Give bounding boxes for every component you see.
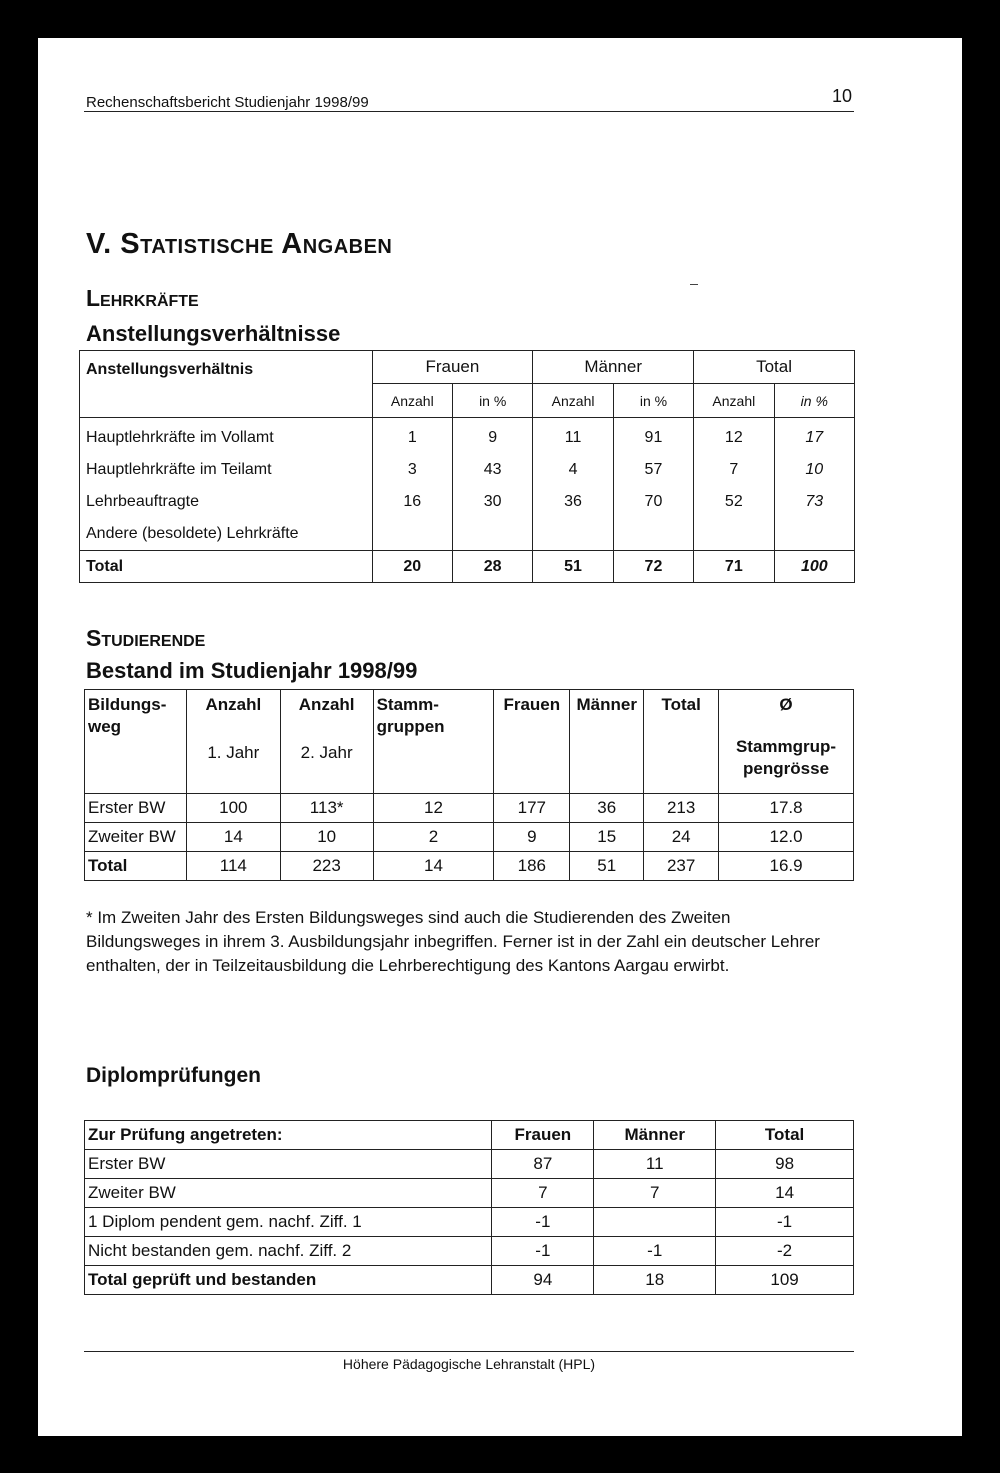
header-rule — [84, 111, 854, 112]
cell: 100 — [774, 551, 854, 583]
col-header-label: Zur Prüfung angetreten: — [85, 1121, 492, 1150]
cell: 51 — [533, 551, 614, 583]
document-page — [38, 38, 962, 1436]
row-label: Hauptlehrkräfte im Vollamt — [80, 418, 373, 455]
footer-text: Höhere Pädagogische Lehranstalt (HPL) — [342, 1356, 596, 1372]
cell: 71 — [694, 551, 775, 583]
header-line: Stammgrup- — [735, 737, 837, 756]
cell: 73 — [774, 486, 854, 518]
header-line: weg — [88, 717, 122, 736]
col-header-frauen: Frauen — [494, 690, 570, 794]
row-label: Total — [85, 852, 187, 881]
row-label: Lehrbeauftragte — [80, 486, 373, 518]
header-line: gruppen — [376, 717, 445, 736]
col-header-stammgruppen — [373, 690, 494, 794]
cell: 36 — [533, 486, 614, 518]
cell: 87 — [492, 1150, 594, 1179]
footer-rule — [84, 1351, 854, 1352]
col-header-anzahl-1 — [186, 690, 280, 794]
anstellung-table — [79, 350, 855, 583]
footnote: * Im Zweiten Jahr des Ersten Bildungsweges sind auch die Studierenden des Zweiten Bildungsweges in ihrem 3. Ausbildungsjahr inbegriffen. Ferner ist in der Zahl ein deutscher Lehrer enthalten, der in Teilzeitausbildung die Lehrberechtigung des Kantons Aargau erwirbt. — [86, 908, 820, 975]
table-row — [85, 823, 854, 852]
lehrkraefte-heading: Lehrkräfte — [86, 285, 199, 311]
row-label: Erster BW — [85, 1150, 492, 1179]
table-row — [80, 486, 855, 518]
group-header: Frauen — [372, 351, 533, 384]
table-row — [85, 794, 854, 823]
cell — [594, 1208, 716, 1237]
cell: 2 — [373, 823, 494, 852]
cell: 14 — [373, 852, 494, 881]
row-label: Total geprüft und bestanden — [85, 1266, 492, 1295]
cell: 177 — [494, 794, 570, 823]
table-row — [80, 454, 855, 486]
cell: 1 — [372, 418, 453, 455]
sub-header: in % — [774, 384, 854, 418]
col-header-frauen: Frauen — [492, 1121, 594, 1150]
header-line: 1. Jahr — [207, 743, 260, 762]
cell: 10 — [774, 454, 854, 486]
cell: 114 — [186, 852, 280, 881]
cell: 223 — [280, 852, 373, 881]
cell: 98 — [716, 1150, 854, 1179]
cell: 16.9 — [719, 852, 854, 881]
average-symbol: Ø — [779, 695, 793, 714]
header-line: Anzahl — [298, 695, 355, 714]
cell: 16 — [372, 486, 453, 518]
sub-header: Anzahl — [372, 384, 453, 418]
cell: 36 — [570, 794, 644, 823]
cell: 91 — [613, 418, 693, 455]
sub-header: in % — [453, 384, 533, 418]
cell: 9 — [453, 418, 533, 455]
col-header-average — [719, 690, 854, 794]
col-header-total: Total — [716, 1121, 854, 1150]
bestand-heading: Bestand im Studienjahr 1998/99 — [86, 658, 418, 683]
header-line: Bildungs- — [88, 695, 167, 714]
header-line: Stamm- — [376, 695, 439, 714]
header-line: Anzahl — [205, 695, 262, 714]
cell: 11 — [533, 418, 614, 455]
col-header-total: Total — [644, 690, 719, 794]
table-row — [85, 1179, 854, 1208]
page-number: 10 — [831, 86, 852, 106]
group-header: Total — [694, 351, 855, 384]
sub-header: in % — [613, 384, 693, 418]
section-title: V. Statistische Angaben — [86, 228, 393, 260]
group-header: Männer — [533, 351, 694, 384]
cell: 113* — [280, 794, 373, 823]
cell: 18 — [594, 1266, 716, 1295]
cell: 43 — [453, 454, 533, 486]
total-row — [85, 1266, 854, 1295]
sub-header: Anzahl — [533, 384, 614, 418]
cell: -1 — [492, 1208, 594, 1237]
table-row — [80, 518, 855, 551]
cell — [694, 518, 775, 551]
anstellung-heading: Anstellungsverhältnisse — [86, 321, 341, 346]
cell — [774, 518, 854, 551]
table-row — [85, 1237, 854, 1266]
cell: 14 — [186, 823, 280, 852]
cell: 52 — [694, 486, 775, 518]
cell: 12 — [373, 794, 494, 823]
cell: 51 — [570, 852, 644, 881]
col-header-label: Anstellungsverhältnis — [80, 351, 373, 418]
cell: 100 — [186, 794, 280, 823]
cell: 3 — [372, 454, 453, 486]
cell: -2 — [716, 1237, 854, 1266]
cell: 30 — [453, 486, 533, 518]
row-label: 1 Diplom pendent gem. nachf. Ziff. 1 — [85, 1208, 492, 1237]
cell: 12 — [694, 418, 775, 455]
table-header-row — [85, 1121, 854, 1150]
table-row — [85, 1208, 854, 1237]
cell: 70 — [613, 486, 693, 518]
total-row — [80, 551, 855, 583]
cell — [372, 518, 453, 551]
diplom-table — [84, 1120, 854, 1295]
cell: 14 — [716, 1179, 854, 1208]
cell — [613, 518, 693, 551]
row-label: Nicht bestanden gem. nachf. Ziff. 2 — [85, 1237, 492, 1266]
cell: 17.8 — [719, 794, 854, 823]
row-label: Hauptlehrkräfte im Teilamt — [80, 454, 373, 486]
header-title: Rechenschaftsbericht Studienjahr 1998/99 — [86, 94, 369, 111]
cell: 15 — [570, 823, 644, 852]
cell: 7 — [594, 1179, 716, 1208]
col-header-maenner: Männer — [570, 690, 644, 794]
total-row — [85, 852, 854, 881]
diplom-heading: Diplomprüfungen — [86, 1064, 261, 1087]
cell: -1 — [716, 1208, 854, 1237]
table-row — [80, 418, 855, 455]
cell: 11 — [594, 1150, 716, 1179]
studierende-heading: Studierende — [86, 625, 206, 651]
cell: 72 — [613, 551, 693, 583]
cell: 57 — [613, 454, 693, 486]
col-header-bildungsweg — [85, 690, 187, 794]
row-label: Zweiter BW — [85, 1179, 492, 1208]
row-label: Zweiter BW — [85, 823, 187, 852]
cell: 24 — [644, 823, 719, 852]
cell: 20 — [372, 551, 453, 583]
table-header-row — [85, 690, 854, 794]
cell — [453, 518, 533, 551]
cell: 17 — [774, 418, 854, 455]
cell: 10 — [280, 823, 373, 852]
cell: 12.0 — [719, 823, 854, 852]
row-label: Erster BW — [85, 794, 187, 823]
bestand-table — [84, 689, 854, 881]
cell: 186 — [494, 852, 570, 881]
stray-mark — [690, 284, 698, 285]
header-line: 2. Jahr — [300, 743, 353, 762]
table-header-row — [80, 351, 855, 384]
cell: 7 — [492, 1179, 594, 1208]
cell: 9 — [494, 823, 570, 852]
cell: 28 — [453, 551, 533, 583]
cell: -1 — [492, 1237, 594, 1266]
row-label: Andere (besoldete) Lehrkräfte — [80, 518, 373, 551]
cell: 213 — [644, 794, 719, 823]
cell: 7 — [694, 454, 775, 486]
cell: 237 — [644, 852, 719, 881]
cell: -1 — [594, 1237, 716, 1266]
col-header-anzahl-2 — [280, 690, 373, 794]
col-header-maenner: Männer — [594, 1121, 716, 1150]
cell: 109 — [716, 1266, 854, 1295]
cell — [533, 518, 614, 551]
header-line: pengrösse — [743, 759, 830, 778]
cell: 94 — [492, 1266, 594, 1295]
cell: 4 — [533, 454, 614, 486]
row-label: Total — [80, 551, 373, 583]
table-row — [85, 1150, 854, 1179]
sub-header: Anzahl — [694, 384, 775, 418]
